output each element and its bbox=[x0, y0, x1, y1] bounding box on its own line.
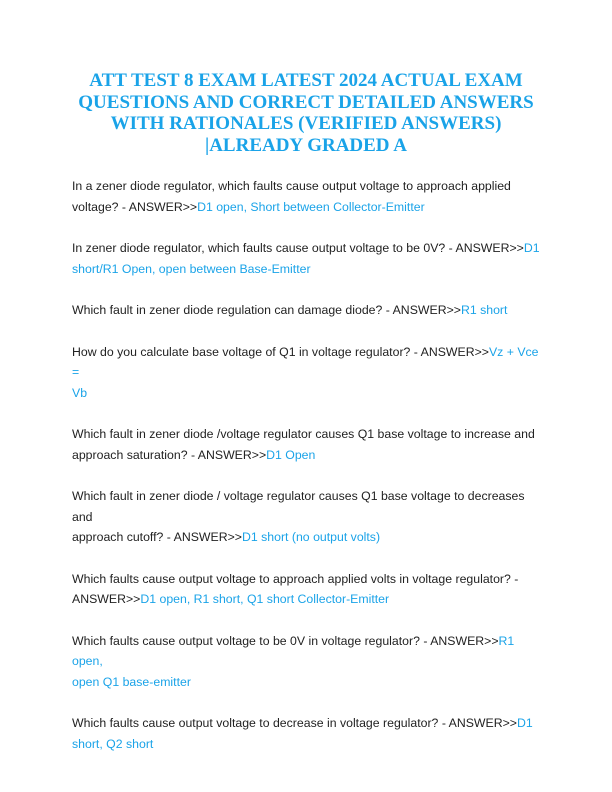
qa-text bbox=[72, 342, 544, 404]
qa-line bbox=[72, 734, 544, 755]
answer-text: D1 open, Short between Collector-Emitter bbox=[197, 199, 425, 214]
answer-text: R1 open, bbox=[72, 633, 515, 668]
qa-line bbox=[72, 197, 544, 218]
qa-text bbox=[72, 486, 544, 548]
qa-text bbox=[72, 713, 544, 754]
answer-text: short, Q2 short bbox=[72, 736, 154, 751]
answer-text: D1 Open bbox=[266, 447, 316, 462]
qa-item bbox=[72, 238, 544, 279]
qa-item bbox=[72, 713, 544, 754]
document-title bbox=[60, 70, 552, 156]
qa-item bbox=[72, 176, 544, 217]
qa-line bbox=[72, 569, 544, 590]
answer-text: D1 short (no output volts) bbox=[241, 530, 381, 544]
qa-item bbox=[72, 569, 544, 610]
qa-text bbox=[72, 631, 544, 693]
question-text: voltage? - ANSWER>> bbox=[72, 199, 198, 214]
answer-text: Vz + Vce = bbox=[72, 344, 539, 379]
question-text: Which fault in zener diode regulation can damage diode? - ANSWER>> bbox=[72, 303, 461, 317]
question-text: approach saturation? - ANSWER>> bbox=[72, 447, 267, 462]
qa-line bbox=[72, 486, 544, 527]
answer-text: Vb bbox=[72, 385, 88, 400]
title-line: QUESTIONS AND CORRECT DETAILED ANSWERS bbox=[78, 91, 534, 113]
qa-item bbox=[72, 342, 544, 404]
qa-item bbox=[72, 424, 544, 465]
title-line: WITH RATIONALES (VERIFIED ANSWERS) bbox=[110, 113, 502, 134]
qa-item bbox=[72, 486, 544, 548]
qa-item bbox=[72, 300, 544, 321]
title-line: ATT TEST 8 EXAM LATEST 2024 ACTUAL EXAM bbox=[89, 70, 523, 91]
qa-line bbox=[72, 527, 544, 548]
answer-text: D1 bbox=[523, 241, 540, 255]
qa-text bbox=[72, 424, 544, 465]
qa-text bbox=[72, 300, 544, 321]
qa-line bbox=[72, 424, 544, 445]
qa-line bbox=[72, 589, 544, 610]
title-line: |ALREADY GRADED A bbox=[205, 134, 407, 156]
qa-line bbox=[72, 713, 544, 734]
qa-line bbox=[72, 238, 544, 259]
question-text: Which fault in zener diode /voltage regulator causes Q1 base voltage to increase and bbox=[72, 427, 535, 441]
qa-line bbox=[72, 176, 544, 197]
qa-line bbox=[72, 342, 544, 383]
answer-text: D1 bbox=[516, 716, 533, 730]
question-text: How do you calculate base voltage of Q1 in voltage regulator? - ANSWER>> bbox=[72, 344, 489, 359]
question-text: In a zener diode regulator, which faults cause output voltage to approach applied bbox=[72, 179, 511, 193]
qa-text bbox=[72, 569, 544, 610]
question-text: Which faults cause output voltage to decrease in voltage regulator? - ANSWER>> bbox=[72, 716, 517, 730]
qa-line bbox=[72, 300, 544, 321]
answer-text: D1 open, R1 short, Q1 short Collector-Emitter bbox=[140, 592, 390, 606]
qa-line bbox=[72, 672, 544, 693]
question-text: Which faults cause output voltage to approach applied volts in voltage regulator? - bbox=[72, 571, 519, 586]
qa-line bbox=[72, 631, 544, 672]
qa-item bbox=[72, 631, 544, 693]
qa-text bbox=[72, 176, 544, 217]
answer-text: open Q1 base-emitter bbox=[72, 674, 191, 689]
qa-list bbox=[72, 176, 544, 775]
question-text: Which fault in zener diode / voltage regulator causes Q1 base voltage to decreases and bbox=[72, 489, 525, 524]
qa-line bbox=[72, 445, 544, 466]
question-text: Which faults cause output voltage to be 0V in voltage regulator? - ANSWER>> bbox=[72, 633, 499, 648]
question-text: ANSWER>> bbox=[72, 592, 141, 606]
question-text: approach cutoff? - ANSWER>> bbox=[72, 530, 242, 544]
qa-line bbox=[72, 383, 544, 404]
question-text: In zener diode regulator, which faults cause output voltage to be 0V? - ANSWER>> bbox=[72, 241, 524, 255]
answer-text: R1 short bbox=[460, 303, 508, 317]
qa-line bbox=[72, 259, 544, 280]
qa-text bbox=[72, 238, 544, 279]
answer-text: short/R1 Open, open between Base-Emitter bbox=[72, 261, 311, 276]
